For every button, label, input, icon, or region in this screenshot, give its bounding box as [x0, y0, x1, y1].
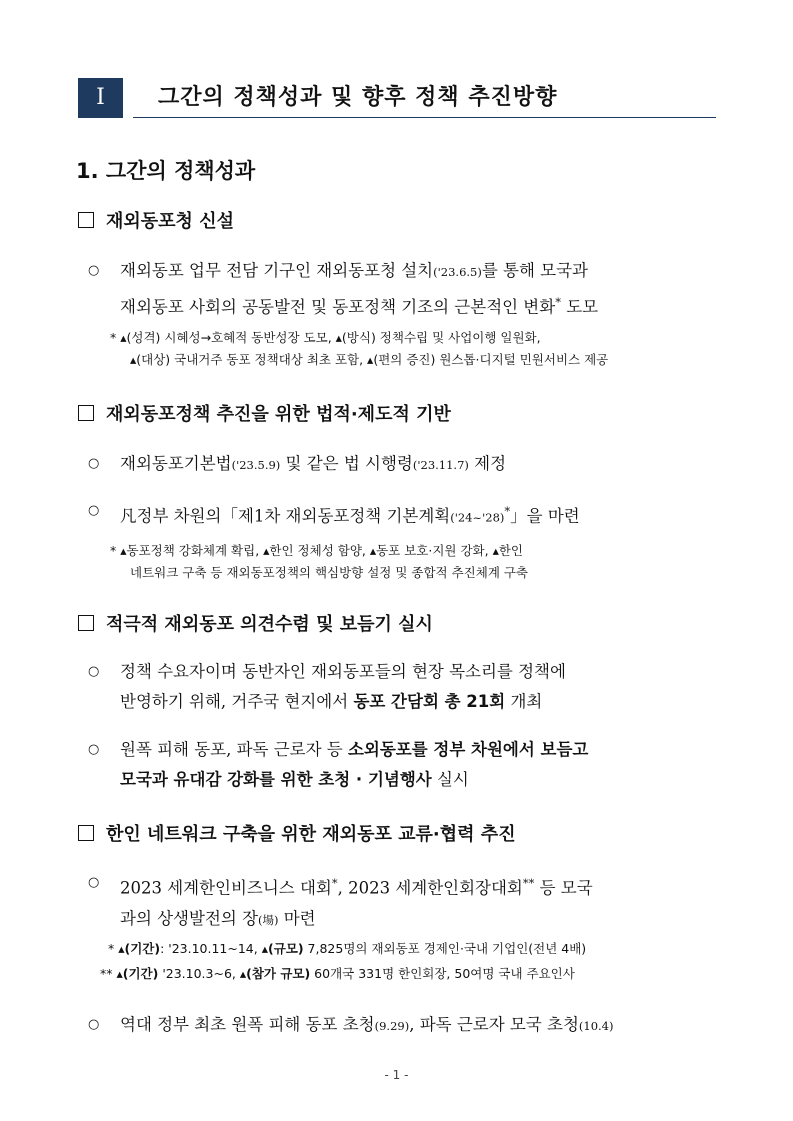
- text: 반영하기 위해, 거주국 현지에서: [120, 692, 354, 711]
- text: 제정: [468, 454, 507, 473]
- text: 마련: [278, 908, 316, 928]
- emphasis-text: 동포 간담회 총 21회: [353, 692, 506, 711]
- checkbox-square-icon: [78, 212, 94, 228]
- bullet-item: [88, 657, 566, 717]
- text: ('23.5.9): [231, 458, 281, 472]
- section-heading-3: [78, 610, 433, 636]
- text: 재외동포 업무 전담 기구인 재외동포청 설치: [120, 261, 434, 280]
- bullet-item: [88, 735, 588, 795]
- text: ('24~'28): [450, 510, 505, 525]
- section-heading-text: 재외동포정책 추진을 위한 법적·제도적 기반: [106, 404, 451, 425]
- text: 2023 세계한인비즈니스 대회: [120, 878, 332, 898]
- bullet-circle-icon: ○: [88, 503, 100, 518]
- bullet-item: [88, 449, 506, 480]
- text: 凡정부 차원의「제1차 재외동포정책 기본계획: [120, 506, 451, 526]
- text: 등 모국: [534, 878, 593, 898]
- text: , 파독 근로자 모국 초청: [409, 1015, 579, 1034]
- text: 원폭 피해 동포, 파독 근로자 등: [120, 740, 348, 759]
- text: 」을 마련: [510, 506, 580, 526]
- emphasis-text: (규모): [267, 941, 304, 956]
- text: 및 같은 법 시행령: [280, 454, 413, 473]
- bullet-item: [88, 868, 593, 935]
- text: (10.4): [578, 1019, 614, 1033]
- bullet-circle-icon: ○: [88, 1017, 100, 1032]
- footnote-marker: *: [504, 504, 511, 518]
- bullet-item: [88, 496, 580, 533]
- section-heading-2: [78, 400, 451, 426]
- text: 정책 수요자이며 동반자인 재외동포들의 현장 목소리를 정책에: [120, 662, 566, 681]
- text: ('23.6.5): [433, 265, 482, 279]
- section-heading-text: 적극적 재외동포 의견수렴 및 보듬기 실시: [106, 614, 433, 635]
- text: '23.10.3~6, ▴: [158, 966, 247, 981]
- footnote-marker: *: [108, 941, 115, 956]
- text: 역대 정부 최초 원폭 피해 동포 초청: [120, 1015, 375, 1034]
- footnote-marker: **: [522, 876, 535, 890]
- section-heading-text: 한인 네트워크 구축을 위한 재외동포 교류·협력 추진: [106, 824, 516, 845]
- checkbox-square-icon: [78, 615, 94, 631]
- footnote-marker: **: [100, 966, 113, 981]
- page-title: 그간의 정책성과 및 향후 정책 추진방향: [158, 85, 558, 110]
- emphasis-text: 모국과 유대감 강화를 위한 초청 · 기념행사: [120, 770, 432, 789]
- footnote-line: * ▴동포정책 강화체계 확립, ▴한인 정체성 함양, ▴동포 보호·지원 강화, ▴한인: [110, 543, 524, 558]
- section-heading-4: [78, 820, 516, 846]
- text: 실시: [431, 770, 469, 789]
- text: (9.29): [374, 1019, 410, 1033]
- text: 7,825명의 재외동포 경제인·국내 기업인(전년 4배): [303, 941, 587, 956]
- emphasis-text: (기간): [122, 966, 159, 981]
- footnote-marker: *: [555, 295, 561, 309]
- checkbox-square-icon: [78, 825, 94, 841]
- text: , 2023 세계한인회장대회: [337, 878, 523, 898]
- checkbox-square-icon: [78, 405, 94, 421]
- footnote: [100, 963, 575, 985]
- bullet-circle-icon: ○: [88, 875, 100, 890]
- subsection-title: 1. 그간의 정책성과: [76, 159, 256, 183]
- text: (場): [258, 912, 279, 927]
- bullet-circle-icon: ○: [88, 664, 100, 679]
- text: 재외동포기본법: [120, 454, 232, 473]
- emphasis-text: (참가 규모): [246, 966, 311, 981]
- emphasis-text: (기간): [124, 941, 161, 956]
- text: : '23.10.11~14, ▴: [160, 941, 268, 956]
- footnote-line: ▴(대상) 국내거주 동포 정책대상 최초 포함, ▴(편의 증진) 원스톱·디지털 민원서비스 제공: [130, 352, 609, 367]
- footnote-line: 네트워크 구축 등 재외동포정책의 핵심방향 설정 및 종합적 추진체계 구축: [130, 565, 529, 580]
- bullet-circle-icon: ○: [88, 742, 100, 757]
- bullet-circle-icon: ○: [88, 456, 100, 471]
- bullet-circle-icon: ○: [88, 263, 100, 278]
- text: 개최: [505, 692, 543, 711]
- text: 60개국 331명 한인회장, 50여명 국내 주요인사: [310, 966, 575, 981]
- section-heading-1: [78, 207, 234, 233]
- text: 재외동포 사회의 공동발전 및 동포정책 기조의 근본적인 변화: [120, 297, 556, 317]
- footnote-line: * ▴(성격) 시혜성→호혜적 동반성장 도모, ▴(방식) 정책수립 및 사업이행 일원화,: [110, 330, 541, 345]
- section-number-badge: Ⅰ: [78, 78, 123, 118]
- triangle-icon: ▴: [116, 966, 123, 981]
- emphasis-text: 소외동포를 정부 차원에서 보듬고: [347, 740, 589, 759]
- title-underline: [133, 117, 716, 118]
- page-number: - 1 -: [384, 1068, 409, 1082]
- footnote: [108, 938, 586, 960]
- text: 를 통해 모국과: [481, 261, 588, 280]
- text: 과의 상생발전의 장: [120, 908, 259, 928]
- text: ('23.11.7): [412, 458, 469, 472]
- triangle-icon: ▴: [118, 941, 125, 956]
- section-heading-text: 재외동포청 신설: [106, 211, 234, 232]
- footnote-marker: *: [331, 876, 338, 890]
- bullet-item: [88, 256, 728, 323]
- footnote: [110, 540, 528, 584]
- bullet-item: [88, 1010, 614, 1041]
- footnote: [110, 327, 608, 371]
- text: 도모: [560, 297, 599, 317]
